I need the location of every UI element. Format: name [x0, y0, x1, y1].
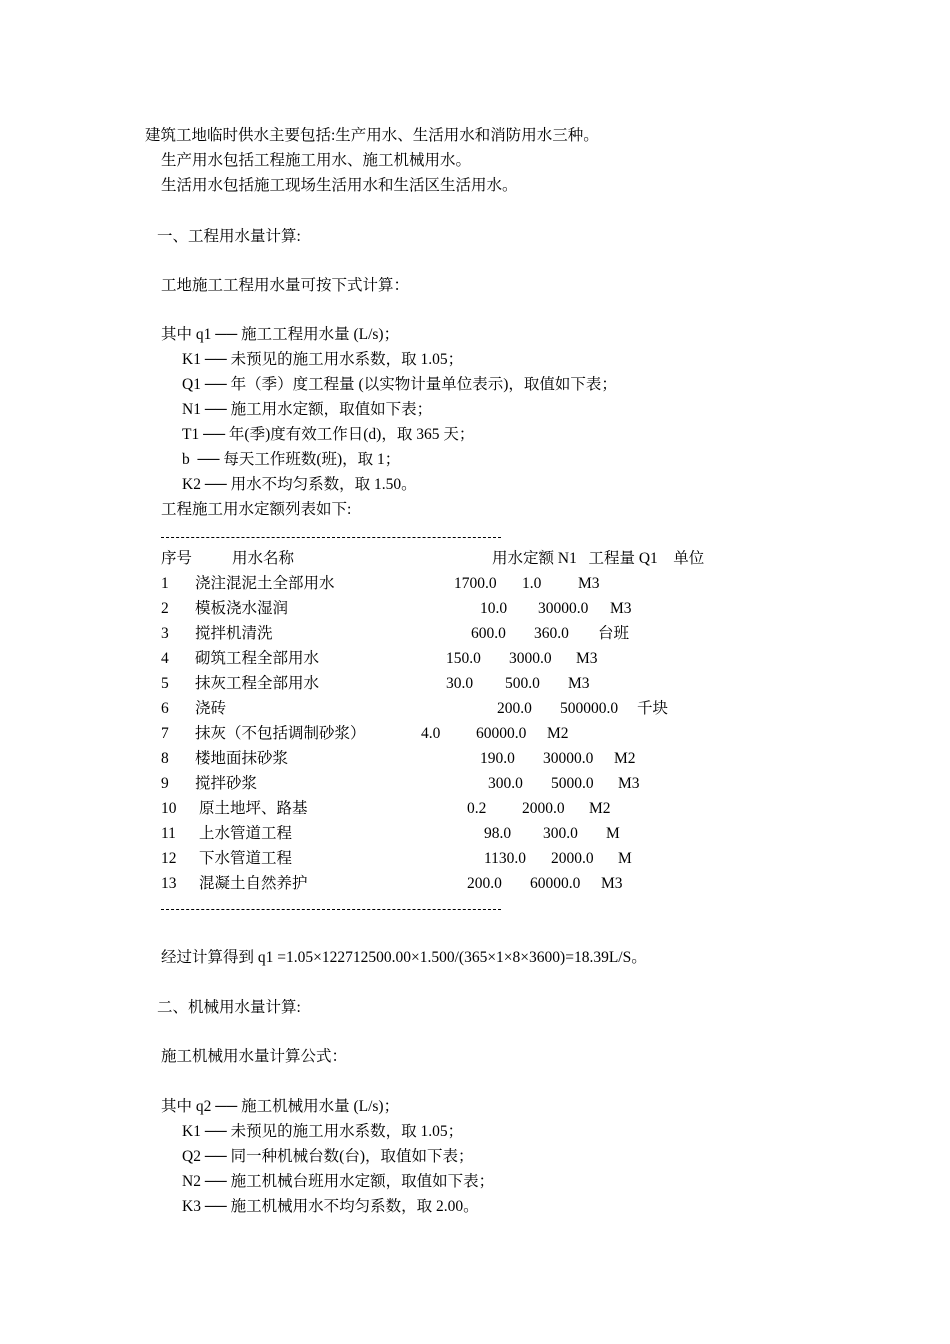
table-row-name: 抹灰（不包括调制砂浆）: [195, 725, 366, 742]
table-row-q1: 60000.0: [530, 875, 581, 892]
table-row-no: 12: [161, 850, 177, 867]
table-row-q1: 360.0: [534, 625, 569, 642]
table-row-q1: 500.0: [505, 675, 540, 692]
table-row-q1: 30000.0: [543, 750, 594, 767]
table-header-values: 用水定额 N1 工程量 Q1 单位: [492, 550, 705, 567]
intro-line-3: 生活用水包括施工现场生活用水和生活区生活用水。: [161, 177, 518, 194]
table-row-q1: 1.0: [522, 575, 542, 592]
table-row-unit: 千块: [637, 700, 669, 717]
table-row-n1: 0.2: [467, 800, 487, 817]
section1-def-q1: 其中 q1 ── 施工工程用水量 (L/s)；: [161, 326, 400, 343]
table-row-n1: 200.0: [467, 875, 502, 892]
table-row-no: 2: [161, 600, 169, 617]
section1-def-Q1: Q1 ── 年（季）度工程量 (以实物计量单位表示)，取值如下表；: [182, 376, 617, 393]
section1-def-t1: T1 ── 年(季)度有效工作日(d)，取 365 天；: [182, 426, 475, 443]
section1-def-k2: K2 ── 用水不均匀系数，取 1.50。: [182, 476, 417, 493]
table-row-unit: M: [618, 850, 632, 867]
table-row-unit: M3: [576, 650, 598, 667]
table-row-unit: 台班: [598, 625, 630, 642]
table-row-n1: 4.0: [421, 725, 441, 742]
table-row-unit: M3: [610, 600, 632, 617]
table-row-unit: M2: [547, 725, 569, 742]
intro-line-2: 生产用水包括工程施工用水、施工机械用水。: [161, 152, 472, 169]
table-row-q1: 300.0: [543, 825, 578, 842]
table-row-n1: 98.0: [484, 825, 512, 842]
table-row-q1: 2000.0: [551, 850, 594, 867]
section1-def-k1: K1 ── 未预见的施工用水系数，取 1.05；: [182, 351, 464, 368]
table-header-no: 序号: [161, 550, 193, 567]
table-row-unit: M3: [601, 875, 623, 892]
table-row-n1: 150.0: [446, 650, 481, 667]
table-row-unit: M2: [589, 800, 611, 817]
table-row-no: 6: [161, 700, 169, 717]
table-row-no: 8: [161, 750, 169, 767]
table-row-q1: 5000.0: [551, 775, 594, 792]
table-row-q1: 3000.0: [509, 650, 552, 667]
section1-formula-intro: 工地施工工程用水量可按下式计算：: [161, 277, 410, 294]
section1-def-n1: N1 ── 施工用水定额，取值如下表；: [182, 401, 433, 418]
table-row-no: 3: [161, 625, 169, 642]
table-row-no: 13: [161, 875, 177, 892]
table-row-q1: 500000.0: [560, 700, 619, 717]
table-row-no: 5: [161, 675, 169, 692]
table-row-no: 1: [161, 575, 169, 592]
table-row-name: 浇砖: [195, 700, 227, 717]
table-row-q1: 30000.0: [538, 600, 589, 617]
table-row-name: 下水管道工程: [199, 850, 293, 867]
table-row-no: 7: [161, 725, 169, 742]
table-row-n1: 300.0: [488, 775, 523, 792]
table-row-name: 原土地坪、路基: [199, 800, 308, 817]
table-bottom-divider: [161, 909, 501, 910]
table-row-no: 10: [161, 800, 177, 817]
table-row-unit: M3: [618, 775, 640, 792]
table-row-n1: 10.0: [480, 600, 508, 617]
table-row-unit: M3: [568, 675, 590, 692]
section1-heading: 一、工程用水量计算:: [157, 228, 301, 245]
section1-def-b: b ── 每天工作班数(班)，取 1；: [182, 451, 401, 468]
table-row-name: 抹灰工程全部用水: [195, 675, 320, 692]
table-row-no: 4: [161, 650, 169, 667]
table-row-name: 楼地面抹砂浆: [195, 750, 289, 767]
table-row-no: 11: [161, 825, 176, 842]
table-row-name: 混凝土自然养护: [199, 875, 308, 892]
table-header-name: 用水名称: [232, 550, 295, 567]
section2-def-Q2: Q2 ── 同一种机械台数(台)，取值如下表；: [182, 1148, 474, 1165]
table-row-n1: 600.0: [471, 625, 506, 642]
table-row-name: 上水管道工程: [199, 825, 293, 842]
table-row-name: 搅拌机清洗: [195, 625, 273, 642]
table-row-name: 模板浇水湿润: [195, 600, 289, 617]
table-row-unit: M2: [614, 750, 636, 767]
intro-line-1: 建筑工地临时供水主要包括:生产用水、生活用水和消防用水三种。: [145, 127, 599, 144]
section2-def-k1: K1 ── 未预见的施工用水系数，取 1.05；: [182, 1123, 464, 1140]
section1-result: 经过计算得到 q1 =1.05×122712500.00×1.500/(365×1×8×3600)=18.39L/S。: [161, 949, 647, 966]
table-row-name: 搅拌砂浆: [195, 775, 258, 792]
table-top-divider: [161, 537, 501, 538]
table-row-name: 浇注混泥土全部用水: [195, 575, 335, 592]
section2-heading: 二、机械用水量计算:: [157, 999, 301, 1016]
table-row-q1: 2000.0: [522, 800, 565, 817]
section2-def-n2: N2 ── 施工机械台班用水定额，取值如下表；: [182, 1173, 495, 1190]
table-row-n1: 30.0: [446, 675, 474, 692]
section2-def-k3: K3 ── 施工机械用水不均匀系数，取 2.00。: [182, 1198, 479, 1215]
table-row-n1: 1700.0: [454, 575, 497, 592]
section2-formula-intro: 施工机械用水量计算公式：: [161, 1048, 348, 1065]
table-row-unit: M3: [578, 575, 600, 592]
table-row-name: 砌筑工程全部用水: [195, 650, 320, 667]
table-row-q1: 60000.0: [476, 725, 527, 742]
section2-def-q2: 其中 q2 ── 施工机械用水量 (L/s)；: [161, 1098, 400, 1115]
table-row-no: 9: [161, 775, 169, 792]
table-row-n1: 1130.0: [484, 850, 527, 867]
table-title: 工程施工用水定额列表如下:: [161, 501, 352, 518]
table-row-n1: 200.0: [497, 700, 532, 717]
table-row-n1: 190.0: [480, 750, 515, 767]
table-row-unit: M: [606, 825, 620, 842]
